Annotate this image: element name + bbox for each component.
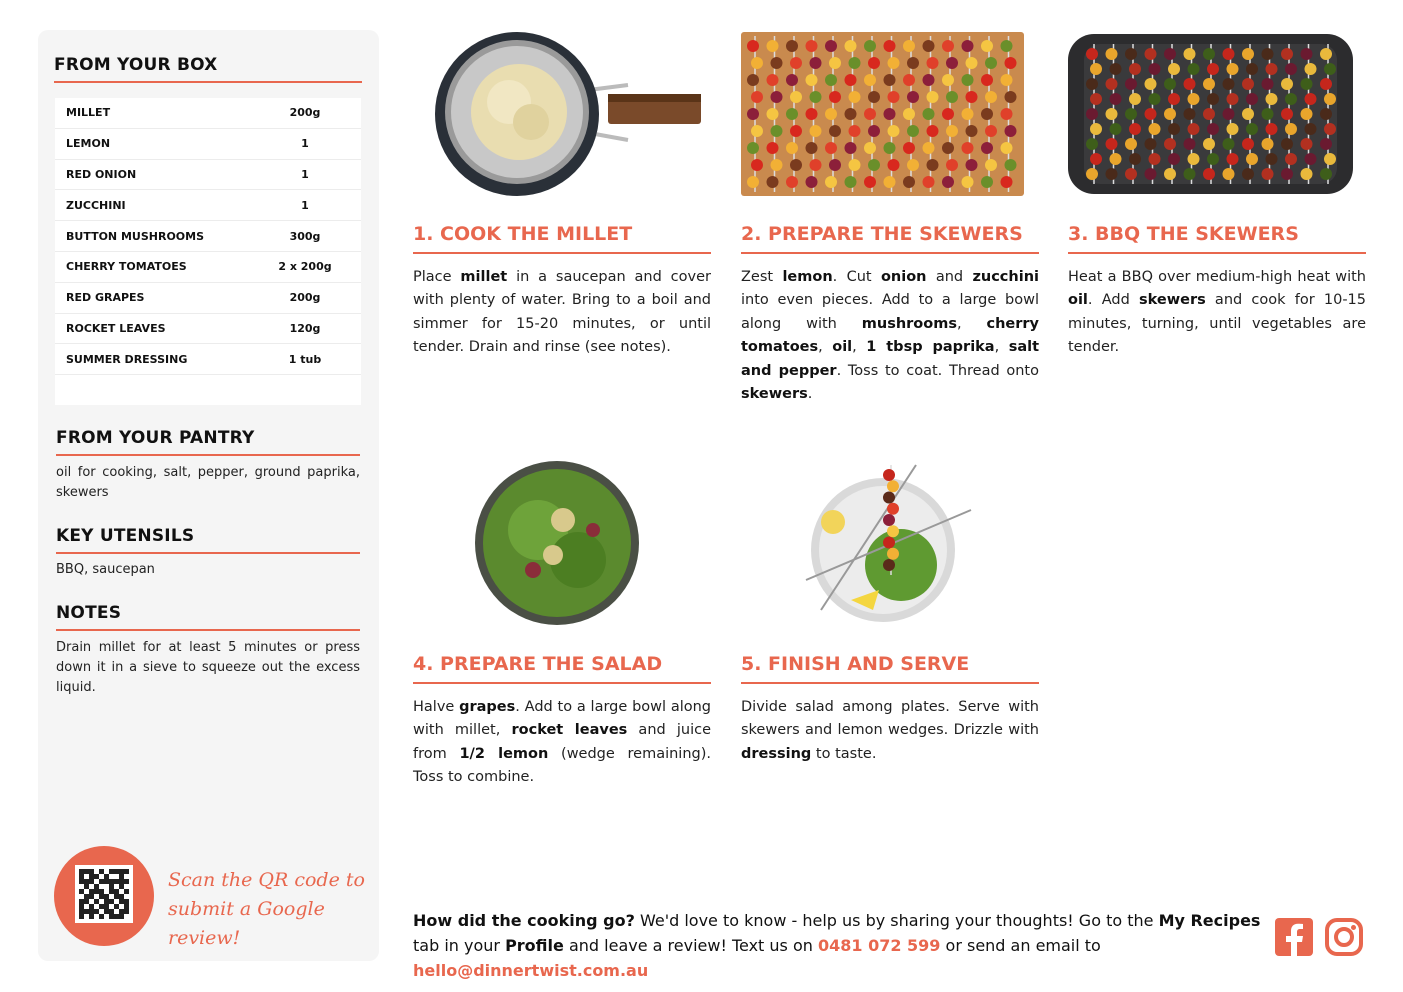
plated-dish-photo-icon <box>741 460 1039 630</box>
ingredients-table <box>55 98 361 405</box>
sidebar <box>38 30 379 961</box>
step-1-text <box>413 266 711 360</box>
bold-term: grapes <box>459 699 516 715</box>
text-run: and juice from <box>413 722 711 762</box>
text-run: , <box>994 339 1009 356</box>
ingredient-qty: 1 <box>301 137 309 151</box>
ingredient-row <box>55 314 361 345</box>
ingredient-name: ROCKET LEAVES <box>66 321 166 335</box>
step-3-text <box>1068 266 1366 360</box>
text-run: and leave a review! Text us on <box>563 936 818 955</box>
text-run: , <box>818 339 833 356</box>
bold-term: onion <box>880 269 927 285</box>
bold-term: zucchini <box>972 269 1039 285</box>
qr-badge[interactable] <box>54 846 154 946</box>
bold-term: skewers <box>741 386 808 403</box>
bold-term: oil <box>832 339 853 356</box>
text-run: and cook for 10-15 minutes, turning, until vegetables are tender. <box>1068 292 1366 356</box>
ingredient-qty: 200g <box>289 291 321 305</box>
skewers-board-photo-icon <box>741 30 1039 200</box>
ingredient-qty: 1 <box>301 198 309 212</box>
contact-link[interactable]: 0481 072 599 <box>817 936 941 955</box>
bold-term: skewers <box>1139 292 1206 309</box>
utensils-rule <box>56 552 360 554</box>
bold-term: Profile <box>505 936 564 955</box>
ingredient-row <box>55 252 361 283</box>
ingredient-name: ZUCCHINI <box>66 198 126 212</box>
ingredient-name: BUTTON MUSHROOMS <box>66 229 205 243</box>
ingredient-qty: 1 tub <box>288 352 322 366</box>
step-5-rule <box>741 682 1039 684</box>
utensils-title: KEY UTENSILS <box>56 526 195 546</box>
ingredient-qty: 2 x 200g <box>278 260 332 274</box>
ingredient-row <box>55 129 361 160</box>
step-4-text <box>413 696 711 790</box>
ingredient-row <box>55 283 361 314</box>
ingredient-name: LEMON <box>66 137 111 151</box>
ingredient-row <box>55 344 361 375</box>
facebook-icon[interactable] <box>1275 918 1313 956</box>
text-run: . Cut <box>832 269 881 285</box>
text-run: . Toss to coat. Thread onto <box>836 362 1039 379</box>
qr-code-icon[interactable] <box>75 865 133 923</box>
review-footer <box>413 908 1263 983</box>
step-5-title: 5. FINISH AND SERVE <box>741 653 970 675</box>
qr-caption-line2: submit a Google review! <box>168 898 325 949</box>
box-title-rule <box>54 81 362 83</box>
ingredient-qty: 300g <box>289 229 321 243</box>
text-run: Divide salad among plates. Serve with skewers and lemon wedges. Drizzle with <box>741 699 1039 739</box>
notes-text: Drain millet for at least 5 minutes or press down it in a sieve to squeeze out the excess liquid. <box>56 640 360 695</box>
bold-term: rocket leaves <box>511 722 628 739</box>
text-run: We'd love to know - help us by sharing your thoughts! Go to the <box>634 911 1159 930</box>
step-4-title: 4. PREPARE THE SALAD <box>413 653 663 675</box>
ingredient-name: MILLET <box>66 106 111 120</box>
ingredient-qty: 120g <box>289 321 321 335</box>
text-run: , <box>852 339 867 356</box>
step-1-rule <box>413 252 711 254</box>
bold-term: salt and pepper <box>741 339 1040 379</box>
step-3-title: 3. BBQ THE SKEWERS <box>1068 223 1299 245</box>
text-run: . <box>807 386 813 403</box>
pantry-rule <box>56 454 360 456</box>
box-title: FROM YOUR BOX <box>54 55 218 75</box>
ingredient-name: CHERRY TOMATOES <box>66 260 187 274</box>
pantry-text: oil for cooking, salt, pepper, ground paprika, skewers <box>56 465 360 500</box>
text-run: . Add to a large bowl along with millet, <box>413 699 711 739</box>
qr-caption-line1: Scan the QR code to <box>168 869 365 891</box>
bold-term: oil <box>1068 292 1088 309</box>
step-4-rule <box>413 682 711 684</box>
millet-sieve-photo-icon <box>413 30 711 200</box>
bold-term: dressing <box>741 745 812 762</box>
notes-title: NOTES <box>56 603 122 623</box>
step-2-text <box>741 266 1039 406</box>
step-2-rule <box>741 252 1039 254</box>
salad-bowl-photo-icon <box>413 460 711 630</box>
bold-term: lemon <box>782 269 833 285</box>
skewers-bbq-photo-icon <box>1068 30 1366 200</box>
text-run: to taste. <box>811 745 877 762</box>
bold-term: How did the cooking go? <box>413 911 635 930</box>
text-run: or send an email to <box>940 936 1101 955</box>
text-run: Halve <box>413 699 460 715</box>
text-run: and <box>926 269 973 285</box>
ingredient-qty: 1 <box>301 167 309 181</box>
text-run: (wedge remaining). Toss to combine. <box>413 745 711 786</box>
bold-term: cherry tomatoes <box>741 315 1039 356</box>
bold-term: 1 tbsp paprika <box>866 339 995 356</box>
bold-term: mushrooms <box>861 315 957 332</box>
ingredient-row <box>55 98 361 129</box>
instagram-icon[interactable] <box>1325 918 1363 956</box>
step-1-title: 1. COOK THE MILLET <box>413 223 633 245</box>
step-3-rule <box>1068 252 1366 254</box>
notes-rule <box>56 629 360 631</box>
ingredient-name: SUMMER DRESSING <box>66 352 188 366</box>
ingredient-row <box>55 221 361 252</box>
bold-term: 1/2 lemon <box>459 745 549 762</box>
text-run: into even pieces. Add to a large bowl along with <box>741 292 1039 332</box>
text-run: . Add <box>1087 292 1139 309</box>
qr-caption <box>168 866 368 953</box>
ingredient-name: RED GRAPES <box>66 291 145 305</box>
ingredient-qty: 200g <box>289 106 321 120</box>
contact-link[interactable]: hello@dinnertwist.com.au <box>413 961 649 980</box>
bold-term: millet <box>460 269 508 285</box>
ingredient-row <box>55 160 361 191</box>
pantry-title: FROM YOUR PANTRY <box>56 428 255 448</box>
text-run: tab in your <box>413 936 506 955</box>
bold-term: My Recipes <box>1158 911 1261 930</box>
text-run: in a saucepan and cover with plenty of water. Bring to a boil and simmer for 15-20 minutes, or until tender. Drain and rinse (see notes). <box>413 269 711 356</box>
text-run: , <box>956 315 987 332</box>
utensils-text: BBQ, saucepan <box>56 562 155 577</box>
ingredient-row <box>55 190 361 221</box>
text-run: Place <box>413 269 461 285</box>
step-5-text <box>741 696 1039 766</box>
text-run: Zest <box>741 269 783 285</box>
step-2-title: 2. PREPARE THE SKEWERS <box>741 223 1023 245</box>
ingredient-name: RED ONION <box>66 167 137 181</box>
text-run: Heat a BBQ over medium-high heat with <box>1068 269 1366 285</box>
